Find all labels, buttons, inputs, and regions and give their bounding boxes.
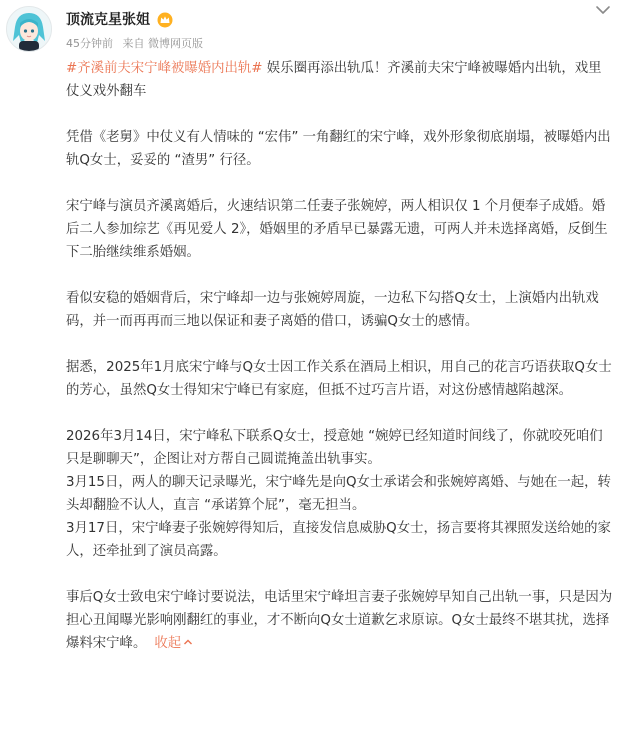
post-time[interactable]: 45分钟前 <box>66 37 113 50</box>
paragraph-5c: 3月17日，宋宁峰妻子张婉婷得知后，直接发信息威胁Q女士，扬言要将其裸照发送给她的家人，还牵扯到了演员高露。 <box>66 521 611 559</box>
chevron-down-icon[interactable] <box>593 2 613 18</box>
paragraph-5b: 3月15日，两人的聊天记录曝光，宋宁峰先是向Q女士承诺会和张婉婷离婚、与她在一起，转头却翻脸不认人，直言 “承诺算个屁”，毫无担当。 <box>66 475 611 513</box>
post-meta <box>66 37 209 51</box>
vip-crown-icon <box>157 12 173 28</box>
avatar-image <box>7 7 51 51</box>
post-intro <box>66 57 614 103</box>
collapse-label: 收起 <box>154 636 182 651</box>
paragraph-6 <box>66 586 614 655</box>
post-content <box>66 57 614 655</box>
chevron-up-icon <box>183 638 193 646</box>
collapse-link[interactable] <box>154 636 193 651</box>
topic-link[interactable]: #齐溪前夫宋宁峰被曝婚内出轨# <box>66 61 263 76</box>
paragraph-5a: 2026年3月14日，宋宁峰私下联系Q女士，授意她 “婉婷已经知道时间线了，你就咬死咱们只是聊聊天”，企图让对方帮自己圆谎掩盖出轨事实。 <box>66 429 603 467</box>
paragraph-6-text: 事后Q女士致电宋宁峰讨要说法，电话里宋宁峰坦言妻子张婉婷早知自己出轨一事，只是因为担心丑闻曝光影响刚翻红的事业，才不断向Q女士道歉乞求原谅。Q女士最终不堪其扰，选择爆料宋宁峰。 <box>66 590 613 651</box>
post-header <box>0 0 627 60</box>
intro-text: 娱乐圈再添出轨瓜！齐溪前夫宋宁峰被曝婚内出轨，戏里仗义戏外翻车 <box>66 61 602 99</box>
paragraph-2: 宋宁峰与演员齐溪离婚后，火速结识第二任妻子张婉婷，两人相识仅 1 个月便奉子成婚。婚后二人参加综艺《再见爱人 2》，婚姻里的矛盾早已暴露无遗，可两人并未选择离婚，反倒生下二胎继续维系婚姻。 <box>66 199 608 260</box>
paragraph-1: 凭借《老舅》中仗义有人情味的 “宏伟” 一角翻红的宋宁峰，戏外形象彻底崩塌，被曝婚内出轨Q女士，妥妥的 “渣男” 行径。 <box>66 130 611 168</box>
post-source: 来自 微博网页版 <box>122 37 203 50</box>
avatar[interactable] <box>6 6 52 52</box>
author-name[interactable]: 顶流克星张姐 <box>66 12 150 28</box>
paragraph-3: 看似安稳的婚姻背后，宋宁峰却一边与张婉婷周旋，一边私下勾搭Q女士，上演婚内出轨戏码，并一而再再而三地以保证和妻子离婚的借口，诱骗Q女士的感情。 <box>66 291 599 329</box>
paragraph-4: 据悉，2025年1月底宋宁峰与Q女士因工作关系在酒局上相识，用自己的花言巧语获取Q女士的芳心，虽然Q女士得知宋宁峰已有家庭，但抵不过巧言片语，对这份感情越陷越深。 <box>66 360 612 398</box>
